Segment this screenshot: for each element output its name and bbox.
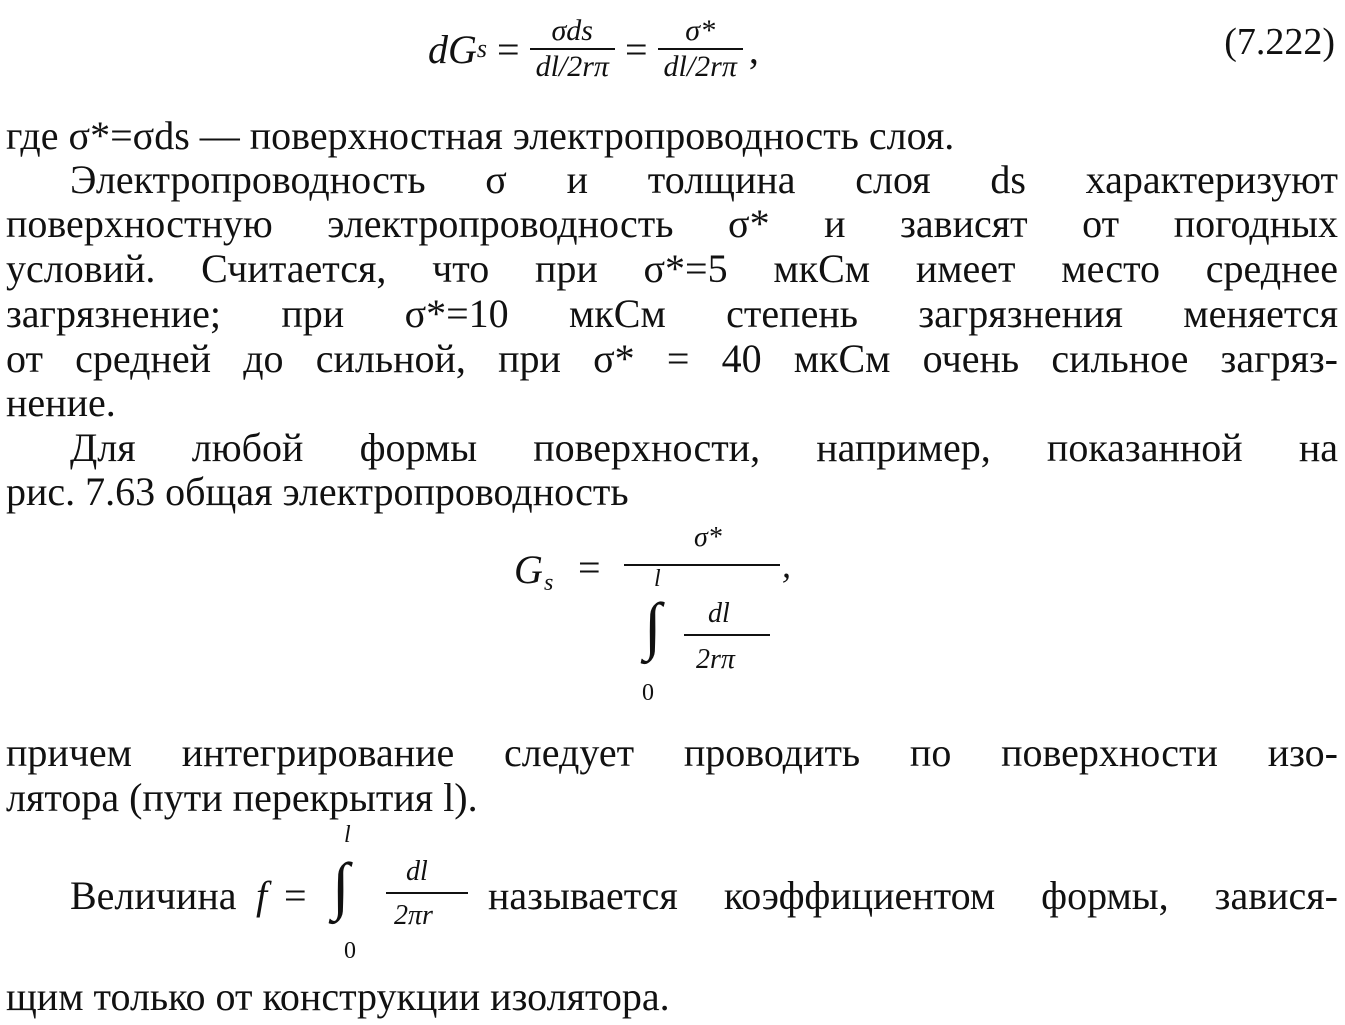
eq-equals-1: = [497, 26, 520, 72]
equation-gs [510, 520, 830, 720]
f-lower-limit: 0 [344, 938, 356, 964]
f-inner-fraction-bar [386, 892, 468, 894]
gs-fraction-bar [624, 564, 780, 566]
gs-lhs: G [514, 547, 543, 592]
gs-inner-numerator: dl [708, 598, 730, 629]
text-line: поверхностную электропроводность σ* и зависят от погодных [6, 201, 1338, 246]
eq-lhs: dG [428, 26, 477, 72]
frac1-numerator: σds [551, 14, 593, 47]
paragraph-coefficient [0, 820, 1345, 970]
text-line: причем интегрирование следует проводить по поверхности изо- [6, 730, 1338, 775]
f-inner-numerator: dl [406, 856, 428, 887]
text-line: Для любой формы поверхности, например, показанной на [70, 425, 1338, 470]
text-prefix: Величина [70, 873, 237, 918]
text-line: загрязнение; при σ*=10 мкСм степень загрязнения меняется [6, 291, 1338, 336]
text-line: условий. Считается, что при σ*=5 мкСм имеет место среднее [6, 246, 1338, 291]
gs-upper-limit: l [654, 566, 661, 592]
gs-equals: = [578, 545, 601, 590]
text-line: где σ*=σds — поверхностная электропроводность слоя. [6, 113, 955, 158]
gs-lhs-sub: s [544, 570, 554, 596]
text-line: щим только от конструкции изолятора. [6, 974, 670, 1019]
equation-number: (7.222) [1224, 21, 1335, 63]
eq-equals-2: = [624, 26, 648, 72]
gs-comma: , [782, 545, 791, 585]
eq-fraction-2 [658, 14, 743, 84]
gs-lower-limit: 0 [642, 680, 654, 706]
gs-inner-fraction-bar [684, 634, 770, 636]
f-integral-sign: ∫ [332, 850, 350, 921]
text-line: лятора (пути перекрытия l). [6, 775, 478, 820]
eq-fraction-1 [530, 14, 615, 84]
f-upper-limit: l [344, 822, 351, 848]
eq-comma: , [748, 26, 759, 72]
equation-7-222 [428, 6, 759, 92]
text-line: рис. 7.63 общая электропроводность [6, 469, 629, 514]
gs-inner-denominator: 2rπ [696, 644, 735, 675]
frac2-denominator: dl/2rπ [658, 48, 743, 84]
f-inner-denominator: 2πr [394, 900, 433, 931]
frac1-denominator: dl/2rπ [530, 48, 615, 84]
text-line: от средней до сильной, при σ* = 40 мкСм очень сильное загряз- [6, 336, 1338, 381]
gs-numerator: σ* [694, 522, 722, 553]
f-symbol: f [256, 873, 268, 918]
gs-integral-sign: ∫ [644, 590, 662, 661]
text-line: нение. [6, 380, 116, 425]
f-equals: = [284, 873, 307, 918]
frac2-numerator: σ* [685, 14, 716, 47]
text-line: Электропроводность σ и толщина слоя ds характеризуют [70, 157, 1338, 202]
text-suffix: называется коэффициентом формы, завися- [488, 873, 1338, 918]
eq-lhs-sub: s [476, 34, 488, 63]
